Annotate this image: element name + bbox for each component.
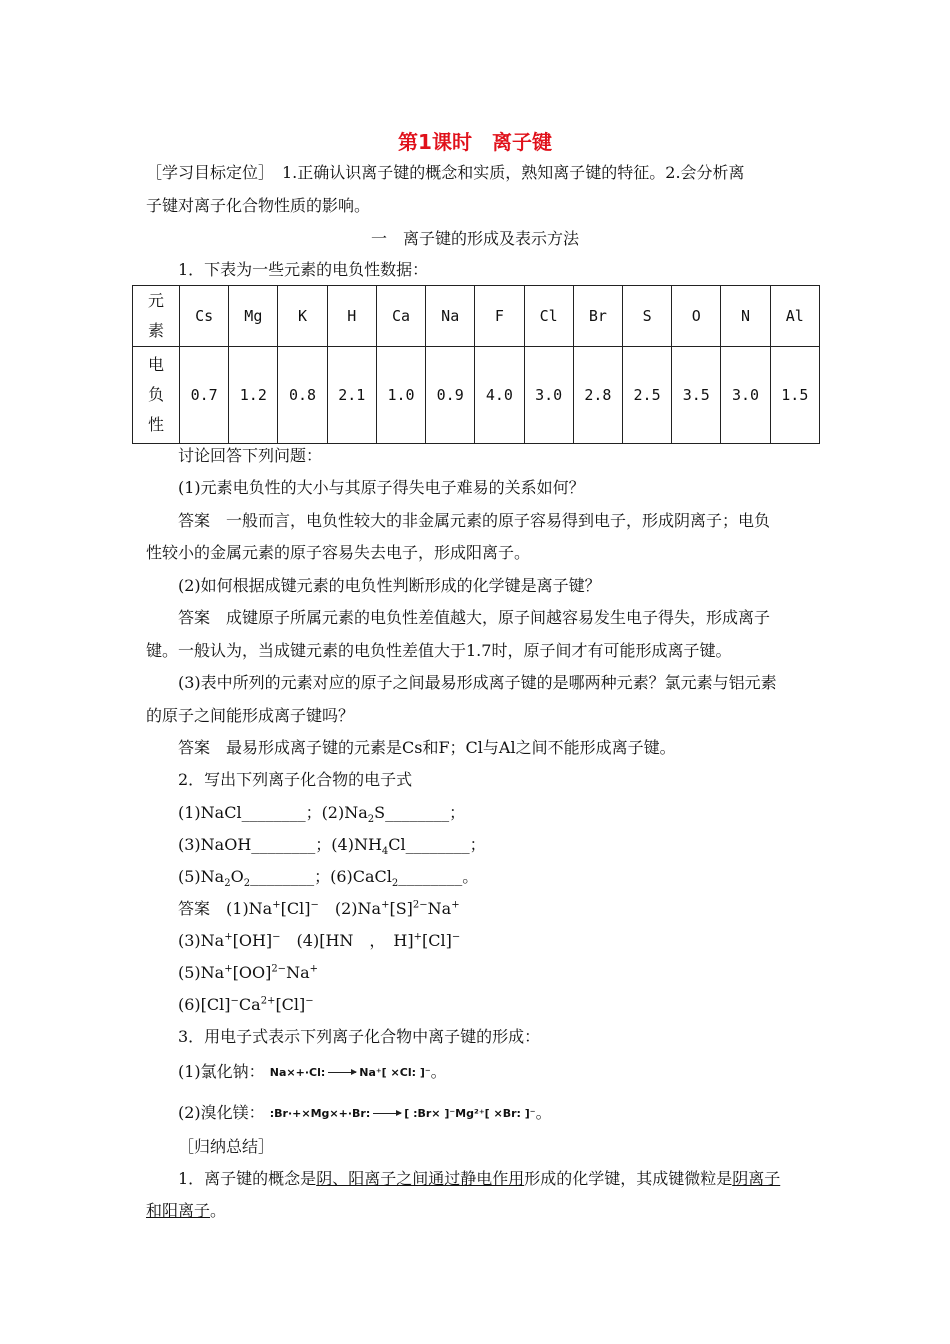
table-cell: 2.5: [622, 347, 671, 444]
table-row-label: 电负性: [133, 347, 180, 444]
table-cell: 3.0: [721, 347, 770, 444]
question-1-1: (1)元素电负性的大小与其原子得失电子难易的关系如何？: [178, 478, 585, 497]
answer-2-line-2: (3)Na+[OH]− (4)[HN ， H]+[Cl]−: [178, 931, 461, 950]
question-2-line-2: (3)NaOH________；$(4)NH_4Cl\_\_\_\_\_\_\_\_$；: [178, 835, 486, 858]
answer-1-2-line-2: 键。一般认为，当成键元素的电负性差值大于1.7时，原子间才有可能形成离子键。: [146, 641, 732, 660]
summary-heading: ［归纳总结］: [178, 1137, 275, 1156]
table-cell: 0.7: [180, 347, 229, 444]
table-cell: F: [475, 286, 524, 347]
summary-1-line-2: 和阳离子。: [146, 1201, 227, 1220]
table-cell: 0.9: [426, 347, 475, 444]
question-2-intro: 2．写出下列离子化合物的电子式: [178, 770, 413, 789]
table-cell: Mg: [229, 286, 278, 347]
table-cell: 1.0: [376, 347, 425, 444]
table-cell: Cl: [524, 286, 573, 347]
question-2-line-1: (1)NaCl________；$(2)Na_2S\_\_\_\_\_\_\_\_$；: [178, 803, 466, 826]
table-cell: Na: [426, 286, 475, 347]
electronegativity-table: [132, 285, 820, 444]
question-3-intro: 3．用电子式表示下列离子化合物中离子键的形成：: [178, 1027, 541, 1046]
answer-2-line-1: 答案 (1)Na+[Cl]− $(2)Na^+[S]^{2-}Na^+$: [178, 899, 460, 918]
table-cell: N: [721, 286, 770, 347]
table-cell: 1.2: [229, 347, 278, 444]
table-cell: H: [327, 286, 376, 347]
objective-line-1: ［学习目标定位］ 1.正确认识离子键的概念和实质，熟知离子键的特征。2.会分析离: [146, 163, 745, 182]
table-cell: K: [278, 286, 327, 347]
question-3-1: (1)氯化钠： Na×+·Cl: Na⁺[ ×Cl: ]⁻。: [178, 1062, 447, 1081]
objective-line-2: 子键对离子化合物性质的影响。: [146, 196, 371, 215]
page-title: 第1课时 离子键: [398, 130, 552, 154]
table-cell: Al: [770, 286, 819, 347]
discuss-prompt: 讨论回答下列问题：: [178, 446, 323, 465]
answer-1-1-line-2: 性较小的金属元素的原子容易失去电子，形成阳离子。: [146, 543, 531, 562]
table-cell: 4.0: [475, 347, 524, 444]
question-1-intro: 1．下表为一些元素的电负性数据：: [178, 260, 429, 279]
answer-1-2-line-1: 答案 成键原子所属元素的电负性差值越大，原子间越容易发生电子得失，形成离子: [178, 608, 771, 627]
table-cell: Br: [573, 286, 622, 347]
mgbr2-formation-equation: :Br·+×Mg×+·Br: [ :Br× ]⁻Mg²⁺[ ×Br: ]⁻: [269, 1106, 536, 1120]
question-1-3-line-1: (3)表中所列的元素对应的原子之间最易形成离子键的是哪两种元素？氯元素与铝元素: [178, 673, 777, 692]
answer-2-line-3: (5)Na+[OO]$^{2-}$Na+: [178, 963, 318, 982]
table-cell: 3.0: [524, 347, 573, 444]
table-cell: 1.5: [770, 347, 819, 444]
table-cell: 0.8: [278, 347, 327, 444]
answer-2-line-4: $(6)[Cl]^-Ca^{2+}[Cl]^-$: [178, 995, 314, 1014]
table-header-label: 元素: [133, 286, 180, 347]
question-1-3-line-2: 的原子之间能形成离子键吗？: [146, 706, 355, 725]
question-1-2: (2)如何根据成键元素的电负性判断形成的化学键是离子键？: [178, 576, 601, 595]
question-3-2: (2)溴化镁： :Br·+×Mg×+·Br: [ :Br× ]⁻Mg²⁺[ ×Br: ]⁻。: [178, 1103, 552, 1122]
arrow-icon: [328, 1072, 356, 1073]
table-row: [133, 286, 820, 347]
table-cell: 2.8: [573, 347, 622, 444]
section-heading: 一 离子键的形成及表示方法: [370, 229, 579, 248]
answer-1-1-line-1: 答案 一般而言，电负性较大的非金属元素的原子容易得到电子，形成阴离子；电负: [178, 511, 771, 530]
question-2-line-3: $(5)Na_2O_2\_\_\_\_\_\_\_\_$；(6)CaCl$_2$________。: [178, 867, 479, 890]
table-cell: Ca: [376, 286, 425, 347]
table-cell: Cs: [180, 286, 229, 347]
table-cell: S: [622, 286, 671, 347]
table-cell: 2.1: [327, 347, 376, 444]
table-row: [133, 347, 820, 444]
answer-1-3: 答案 最易形成离子键的元素是Cs和F；Cl与Al之间不能形成离子键。: [178, 738, 676, 757]
arrow-icon: [373, 1113, 401, 1114]
table-cell: O: [672, 286, 721, 347]
table-cell: 3.5: [672, 347, 721, 444]
summary-1-line-1: 1．离子键的概念是阴、阳离子之间通过静电作用形成的化学键，其成键微粒是阴离子: [178, 1169, 781, 1188]
nacl-formation-equation: Na×+·Cl: Na⁺[ ×Cl: ]⁻: [269, 1065, 431, 1079]
